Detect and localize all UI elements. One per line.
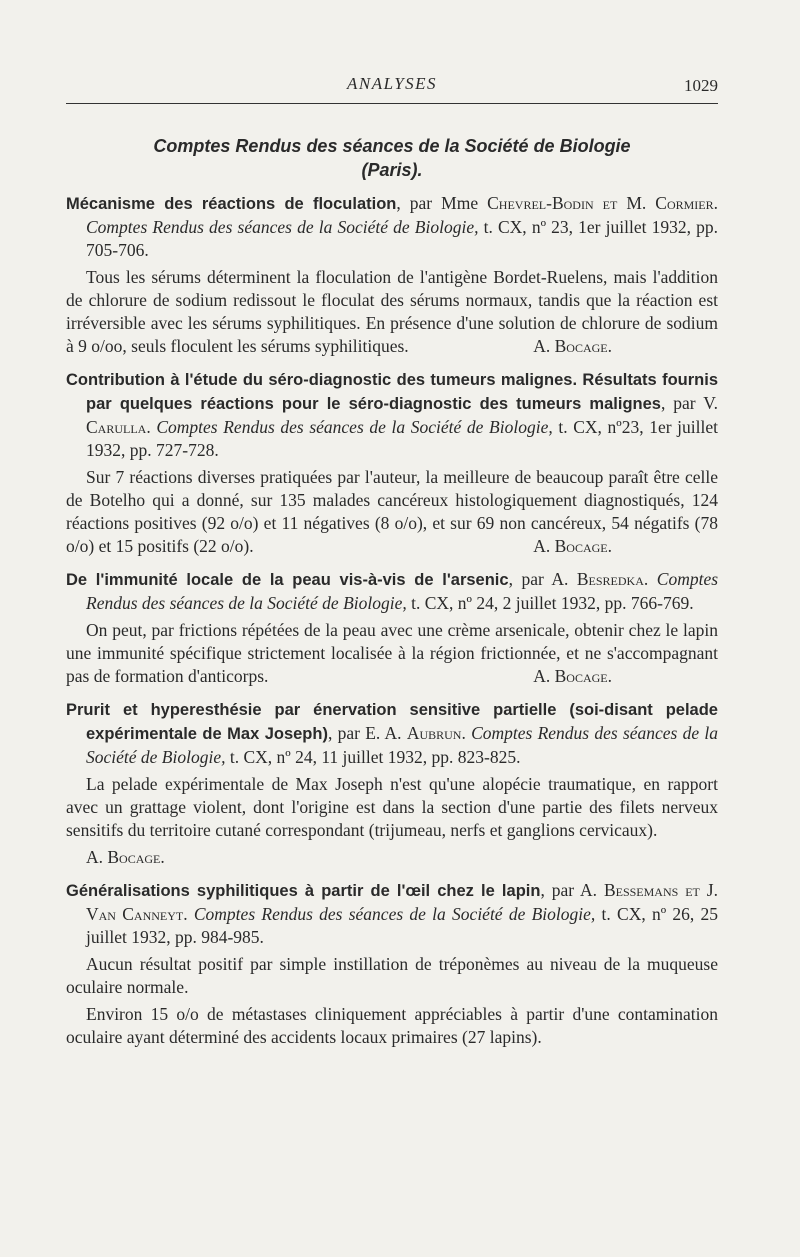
entry-ref-sep: . [461, 723, 472, 743]
entry-citation: t. CX, nº 26, 25 juillet 1932, pp. 984-985. [86, 904, 719, 947]
entry-heading: Prurit et hyperesthésie par énervation sensitive partielle (soi-disant pelade expérimentale de Max Joseph) [66, 701, 718, 743]
entry-ref-sep: . [183, 904, 194, 924]
abstract-entry [66, 192, 718, 358]
entry-signature: A. Bocage. [533, 666, 612, 686]
entry-by: , par E. A. [327, 723, 407, 743]
entry-by: , par A. [508, 569, 577, 589]
entry-journal: Comptes Rendus des séances de la Société de Biologie, [86, 217, 479, 237]
entry-paragraph: Sur 7 réactions diverses pratiquées par l'auteur, la meilleure de beaucoup paraît être celle de Botelho qui a donné, sur 135 malades cancéreux histologiquement diagnostiqués, 124 réactions positives (92 o/o) et 11 négatives (8 o/o), et sur 69 non cancéreux, 54 négatifs (78 o/o) et 15 positifs (22 o/o). A. Bocage. [66, 467, 718, 556]
abstract-entry [66, 568, 718, 688]
entry-by: , par Mme [396, 193, 488, 213]
page-number: 1029 [684, 76, 718, 95]
entry-signature: A. Bocage. [533, 536, 612, 556]
entry-citation: t. CX, nº 23, 1er juillet 1932, pp. 705-706. [86, 217, 718, 260]
entry-body [66, 619, 718, 688]
entry-ref-sep: . [146, 417, 157, 437]
entry-journal: Comptes Rendus des séances de la Société de Biologie, [193, 904, 596, 924]
entry-ref-sep: . [643, 569, 657, 589]
entry-reference [66, 568, 718, 615]
entry-paragraph: Environ 15 o/o de métastases cliniquement appréciables à partir d'une contamination oculaire ayant déterminé des accidents locaux primaires (27 lapins). [66, 1004, 718, 1047]
entry-signature: A. Bocage. [86, 847, 165, 867]
entry-citation: t. CX, nº23, 1er juillet 1932, pp. 727-728. [86, 417, 719, 460]
entry-authors: Bessemans et J. Van Canneyt [86, 880, 718, 924]
running-head-title: ANALYSES [346, 74, 438, 93]
section-title-line-2: (Paris). [361, 160, 423, 180]
entry-signature: A. Bocage. [533, 336, 612, 356]
entry-body [66, 466, 718, 558]
entry-heading: Mécanisme des réactions de floculation [66, 195, 397, 213]
entry-reference [66, 879, 718, 949]
entry-body [66, 266, 718, 358]
entry-heading: De l'immunité locale de la peau vis-à-vis de l'arsenic [66, 571, 509, 589]
entry-body [66, 773, 718, 869]
abstract-entry [66, 698, 718, 869]
entry-reference [66, 698, 718, 769]
entry-ref-sep: . [713, 193, 719, 213]
entry-paragraph: Aucun résultat positif par simple instillation de tréponèmes au niveau de la muqueuse oculaire normale. [66, 954, 718, 997]
entry-authors: Chevrel-Bodin et M. Cormier [487, 193, 714, 213]
entry-journal: Comptes Rendus des séances de la Société de Biologie, [86, 723, 718, 767]
entry-paragraph: On peut, par frictions répétées de la peau avec une crème arsenicale, obtenir chez le lapin une immunité spécifique strictement localisée à la région frictionnée, et ne s'accompagnant pas de formation d'anticorps. A. Bocage. [66, 620, 718, 686]
entry-paragraph: La pelade expérimentale de Max Joseph n'est qu'une alopécie traumatique, en rapport avec un grattage violent, dont l'origine est dans la section d'une partie des filets nerveux sensitifs du territoire cutané correspondant (trijumeau, nerfs et ganglions cervicaux). [66, 774, 718, 840]
entry-authors: Aubrun [406, 723, 462, 743]
header-rule [66, 103, 718, 104]
abstract-entry [66, 368, 718, 558]
entry-by: , par A. [540, 880, 604, 900]
entry-authors: Besredka [576, 569, 644, 589]
entry-paragraph: Tous les sérums déterminent la floculation de l'antigène Bordet-Ruelens, mais l'addition de chlorure de sodium redissout le floculat des sérums normaux, tandis que la réaction est irréversible avec les sérums syphilitiques. En présence d'une solution de chlorure de sodium à 9 o/oo, seuls floculent les sérums syphilitiques. A. Bocage. [66, 267, 718, 356]
entry-journal: Comptes Rendus des séances de la Société de Biologie, [86, 569, 719, 613]
abstracts-list [66, 192, 718, 1059]
entry-authors: Carulla [86, 417, 147, 437]
running-head [66, 74, 718, 98]
entry-heading: Contribution à l'étude du séro-diagnostic des tumeurs malignes. Résultats fournis par quelques réactions pour le séro-diagnostic des tumeurs malignes [66, 371, 718, 413]
entry-body [66, 953, 718, 1049]
entry-by: , par V. [660, 393, 718, 413]
entry-journal: Comptes Rendus des séances de la Société de Biologie, [156, 417, 553, 437]
entry-citation: t. CX, nº 24, 11 juillet 1932, pp. 823-825. [225, 747, 521, 767]
abstract-entry [66, 879, 718, 1049]
entry-heading: Généralisations syphilitiques à partir de l'œil chez le lapin [66, 882, 541, 900]
entry-citation: t. CX, nº 24, 2 juillet 1932, pp. 766-769. [406, 593, 694, 613]
entry-reference [66, 192, 718, 262]
section-title [66, 134, 718, 182]
entry-reference [66, 368, 718, 462]
section-title-line-1: Comptes Rendus des séances de la Société de Biologie [153, 136, 631, 156]
